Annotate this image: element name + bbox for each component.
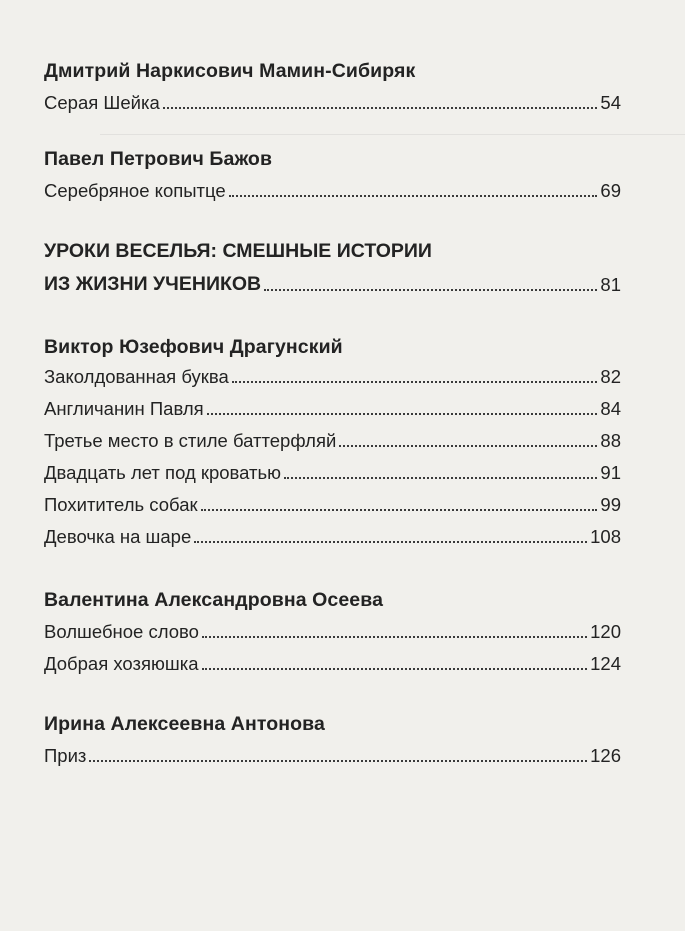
author-heading: Виктор Юзефович Драгунский <box>44 336 343 358</box>
entry-title: Серая Шейка <box>44 92 160 113</box>
entry-page: 82 <box>600 366 621 387</box>
toc-entry[interactable] <box>44 617 621 643</box>
leader-dots <box>163 107 598 109</box>
leader-dots <box>194 541 587 543</box>
toc-entry[interactable] <box>44 176 621 202</box>
entry-title: Приз <box>44 745 87 766</box>
entry-page: 54 <box>600 92 621 113</box>
toc-entry[interactable] <box>44 458 621 484</box>
entry-page: 124 <box>590 653 621 674</box>
bleed-through-line <box>100 134 685 135</box>
entry-title: Двадцать лет под кроватью <box>44 462 282 483</box>
section-page: 81 <box>600 274 621 295</box>
leader-dots <box>264 289 597 291</box>
entry-page: 69 <box>600 180 621 201</box>
entry-title: Заколдованная буква <box>44 366 229 387</box>
leader-dots <box>339 445 597 447</box>
leader-dots <box>229 195 598 197</box>
leader-dots <box>89 760 587 762</box>
entry-title: Девочка на шаре <box>44 526 192 547</box>
entry-title: Волшебное слово <box>44 621 199 642</box>
entry-title: Англичанин Павля <box>44 398 204 419</box>
leader-dots <box>201 509 598 511</box>
toc-entry[interactable] <box>44 522 621 548</box>
toc-entry[interactable] <box>44 490 621 516</box>
entry-title: Серебряное копытце <box>44 180 226 201</box>
entry-title: Похититель собак <box>44 494 198 515</box>
author-heading: Дмитрий Наркисович Мамин-Сибиряк <box>44 60 416 82</box>
toc-entry[interactable] <box>44 426 621 452</box>
section-title-line1: УРОКИ ВЕСЕЛЬЯ: СМЕШНЫЕ ИСТОРИИ <box>44 240 432 262</box>
leader-dots <box>232 381 598 383</box>
leader-dots <box>284 477 597 479</box>
leader-dots <box>207 413 598 415</box>
author-heading: Ирина Алексеевна Антонова <box>44 713 325 735</box>
entry-page: 84 <box>600 398 621 419</box>
entry-page: 120 <box>590 621 621 642</box>
toc-entry[interactable] <box>44 88 621 114</box>
section-entry[interactable] <box>44 270 621 296</box>
toc-entry[interactable] <box>44 649 621 675</box>
entry-page: 88 <box>600 430 621 451</box>
leader-dots <box>202 636 587 638</box>
author-heading: Валентина Александровна Осеева <box>44 589 384 611</box>
entry-page: 91 <box>600 462 621 483</box>
entry-title: Добрая хозяюшка <box>44 653 199 674</box>
toc-entry[interactable] <box>44 741 621 767</box>
entry-page: 99 <box>600 494 621 515</box>
author-heading: Павел Петрович Бажов <box>44 148 273 170</box>
toc-entry[interactable] <box>44 394 621 420</box>
entry-page: 126 <box>590 745 621 766</box>
leader-dots <box>202 668 588 670</box>
toc-entry[interactable] <box>44 362 621 388</box>
section-title-line2: ИЗ ЖИЗНИ УЧЕНИКОВ <box>44 273 262 295</box>
entry-title: Третье место в стиле баттерфляй <box>44 430 337 451</box>
entry-page: 108 <box>590 526 621 547</box>
